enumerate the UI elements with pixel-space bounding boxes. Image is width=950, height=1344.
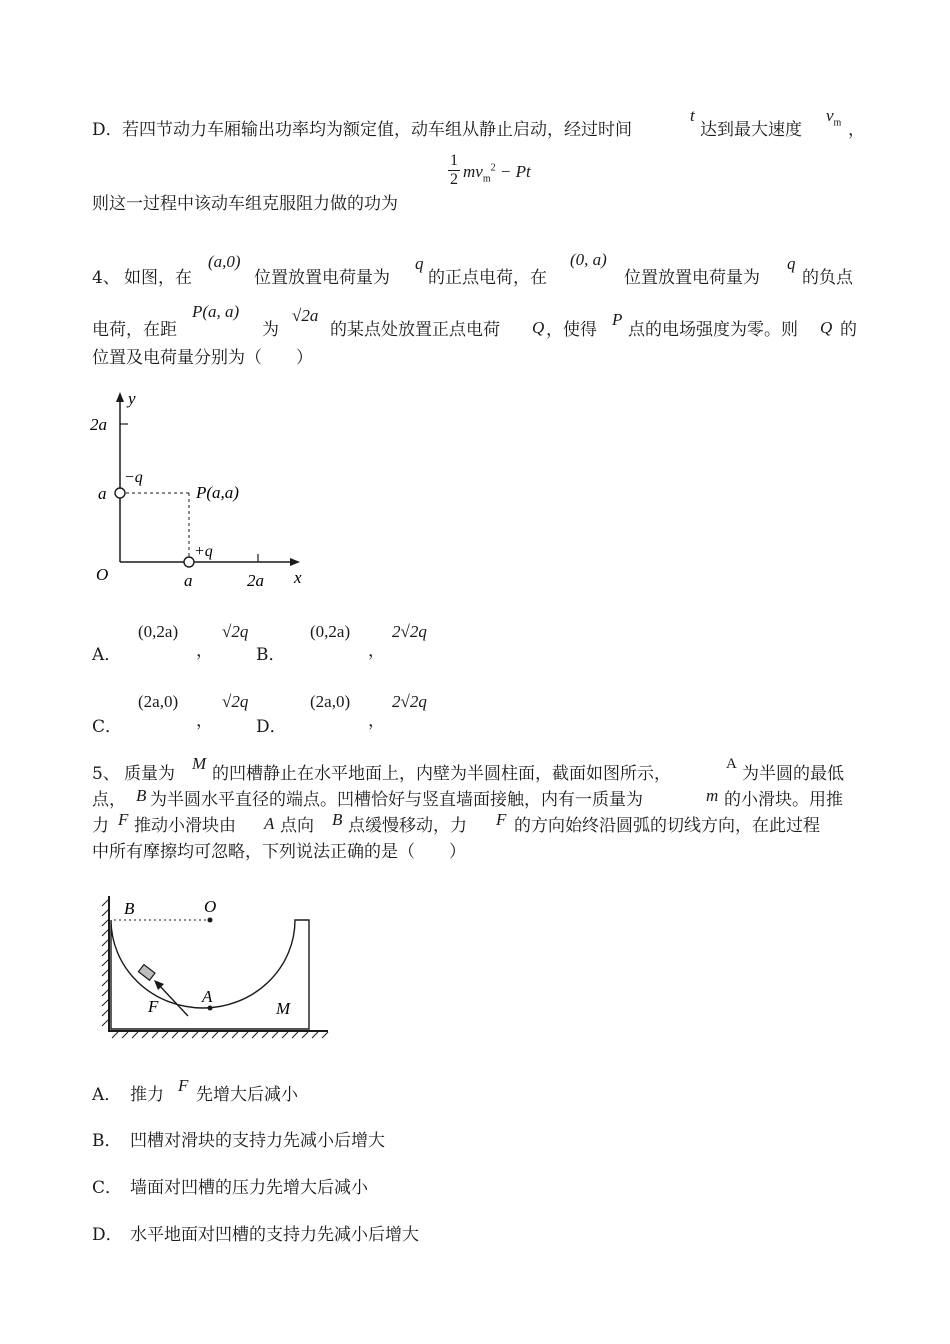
q5-option-b-text: 凹槽对滑块的支持力先减小后增大 bbox=[130, 1131, 385, 1151]
q5-var-A2: A bbox=[264, 814, 275, 833]
q5-text-9: 点向 bbox=[280, 816, 314, 836]
q4-label-2a-y: 2a bbox=[90, 415, 107, 434]
q3d-var-t: t bbox=[690, 106, 695, 125]
q5-text-11: 的方向始终沿圆弧的切线方向，在此过程 bbox=[514, 816, 820, 836]
q4-var-q2: q bbox=[787, 254, 796, 273]
q4-text-9: ，使得 bbox=[546, 320, 597, 340]
q5-label-F: F bbox=[148, 997, 159, 1016]
q5-text-3: 为半圆的最低 bbox=[742, 764, 844, 784]
q3d-expr: $mv_m^2 - Pt$ bbox=[463, 162, 531, 185]
q5-option-a-text-b: 先增大后减小 bbox=[196, 1085, 298, 1105]
q4-x-axis-arrow bbox=[290, 558, 300, 566]
q3d-fraction bbox=[447, 152, 461, 189]
q5-text-6: 的小滑块。用推 bbox=[724, 790, 843, 810]
q5-option-c-label: C． bbox=[92, 1178, 123, 1198]
q4-distance: √2a bbox=[292, 306, 319, 325]
q4-option-a-pos: (0,2a) bbox=[138, 622, 179, 641]
q4-text-10: 点的电场强度为零。则 bbox=[628, 320, 798, 340]
q3d-label: D． bbox=[92, 120, 123, 140]
q3d-text-c: 则这一过程中该动车组克服阻力做的功为 bbox=[92, 194, 398, 214]
q4-var-Q2: Q bbox=[820, 318, 833, 337]
q3d-frac-num: 1 bbox=[450, 152, 458, 169]
q5-text-2: 的凹槽静止在水平地面上，内壁为半圆柱面，截面如图所示， bbox=[212, 764, 671, 784]
q4-option-d-charge: 2√2q bbox=[392, 692, 427, 711]
q5-ground-hatch bbox=[112, 1032, 328, 1038]
q4-text-1: 如图，在 bbox=[124, 268, 192, 288]
q4-text-5: 的负点 bbox=[802, 268, 853, 288]
q5-var-F2: F bbox=[496, 810, 507, 829]
q5-option-c-text: 墙面对凹槽的压力先增大后减小 bbox=[130, 1178, 368, 1198]
q5-number: 5、 bbox=[92, 764, 120, 784]
q4-pos-2: (0, a) bbox=[570, 250, 607, 269]
q4-option-b-charge: 2√2q bbox=[392, 622, 427, 641]
q5-text-1: 质量为 bbox=[124, 764, 175, 784]
q4-text-11: 的 bbox=[840, 320, 857, 340]
q5-text-8: 推动小滑块由 bbox=[134, 816, 236, 836]
q5-option-d-label: D． bbox=[92, 1225, 123, 1245]
q4-option-b-pos: (0,2a) bbox=[310, 622, 351, 641]
q3d-comma: ， bbox=[848, 120, 865, 140]
q5-option-a-text-a: 推力 bbox=[130, 1085, 164, 1105]
q4-text-3: 的正点电荷，在 bbox=[428, 268, 547, 288]
q5-text-4: 点， bbox=[92, 790, 126, 810]
q4-option-c-label[interactable]: C． bbox=[92, 717, 123, 737]
q5-var-A: A bbox=[726, 756, 737, 772]
q5-text-12: 中所有摩擦均可忽略，下列说法正确的是（ ） bbox=[92, 842, 466, 862]
q4-text-6: 电荷，在距 bbox=[92, 320, 177, 340]
q4-label-a-y: a bbox=[98, 484, 107, 503]
q4-option-a-charge: √2q bbox=[222, 622, 249, 641]
q5-label-O: O bbox=[204, 897, 217, 916]
q5-label-A: A bbox=[202, 987, 213, 1006]
q4-option-d-sep: ， bbox=[368, 711, 385, 731]
q4-coordinate-figure bbox=[84, 388, 324, 598]
q5-slider-block bbox=[138, 965, 155, 981]
q4-number: 4、 bbox=[92, 268, 120, 288]
q4-label-point-P: P(a,a) bbox=[196, 483, 239, 502]
q5-label-B: B bbox=[124, 899, 135, 918]
q5-option-a-label: A． bbox=[92, 1085, 122, 1105]
q3d-text-a: 若四节动力车厢输出功率均为额定值，动车组从静止启动，经过时间 bbox=[122, 120, 632, 140]
q4-option-c-sep: ， bbox=[196, 711, 213, 731]
q4-label-neg-q: −q bbox=[124, 469, 143, 486]
q4-label-pos-q: +q bbox=[194, 543, 213, 560]
q5-var-B1: B bbox=[136, 786, 147, 805]
q4-point-P: P(a, a) bbox=[192, 302, 240, 321]
q4-y-axis-arrow bbox=[116, 392, 124, 402]
q5-option-b-label: B． bbox=[92, 1131, 122, 1151]
q5-point-A bbox=[208, 1006, 213, 1011]
q4-option-c-pos: (2a,0) bbox=[138, 692, 179, 711]
q5-text-7: 力 bbox=[92, 816, 109, 836]
q4-option-d-label[interactable]: D． bbox=[256, 717, 287, 737]
q4-text-4: 位置放置电荷量为 bbox=[624, 268, 760, 288]
q5-wall-hatch bbox=[102, 900, 108, 1026]
q5-text-10: 点缓慢移动，力 bbox=[348, 816, 467, 836]
q5-var-m: m bbox=[706, 786, 719, 805]
q5-point-O bbox=[208, 918, 213, 923]
q4-positive-charge bbox=[184, 557, 194, 567]
q3d-text-b: 达到最大速度 bbox=[700, 120, 802, 140]
q5-var-F1: F bbox=[118, 810, 129, 829]
q4-option-c-charge: √2q bbox=[222, 692, 249, 711]
q4-option-a-sep: ， bbox=[196, 641, 213, 661]
q4-label-2a-x: 2a bbox=[247, 571, 264, 590]
q5-option-a-var: F bbox=[178, 1076, 189, 1095]
q4-var-Q1: Q bbox=[532, 318, 545, 337]
q5-text-5: 为半圆水平直径的端点。凹槽恰好与竖直墙面接触，内有一质量为 bbox=[150, 790, 643, 810]
q5-var-M: M bbox=[192, 754, 207, 773]
q4-label-y: y bbox=[128, 389, 136, 408]
q4-option-b-sep: ， bbox=[368, 641, 385, 661]
q4-pos-1: (a,0) bbox=[208, 252, 241, 271]
q4-text-2: 位置放置电荷量为 bbox=[254, 268, 390, 288]
q4-option-b-label[interactable]: B． bbox=[256, 645, 286, 665]
q4-option-a-label[interactable]: A． bbox=[92, 645, 122, 665]
q5-label-M: M bbox=[276, 999, 291, 1018]
q4-label-a-x: a bbox=[184, 571, 193, 590]
q4-negative-charge bbox=[115, 488, 125, 498]
q4-option-d-pos: (2a,0) bbox=[310, 692, 351, 711]
q5-groove-figure bbox=[96, 892, 336, 1042]
q3d-var-vm: $v_m$ bbox=[826, 106, 842, 129]
q4-label-origin: O bbox=[96, 565, 109, 584]
q4-text-12: 位置及电荷量分别为（ ） bbox=[92, 348, 313, 368]
q4-text-7: 为 bbox=[262, 320, 279, 340]
q4-text-8: 的某点处放置正点电荷 bbox=[330, 320, 500, 340]
q3d-frac-den: 2 bbox=[450, 171, 458, 188]
q5-force-arrow-line bbox=[158, 984, 188, 1016]
q5-var-B2: B bbox=[332, 810, 343, 829]
q4-label-x: x bbox=[294, 568, 302, 587]
q5-option-d-text: 水平地面对凹槽的支持力先减小后增大 bbox=[130, 1225, 419, 1245]
q4-var-P: P bbox=[612, 310, 623, 329]
q4-var-q1: q bbox=[415, 254, 424, 273]
